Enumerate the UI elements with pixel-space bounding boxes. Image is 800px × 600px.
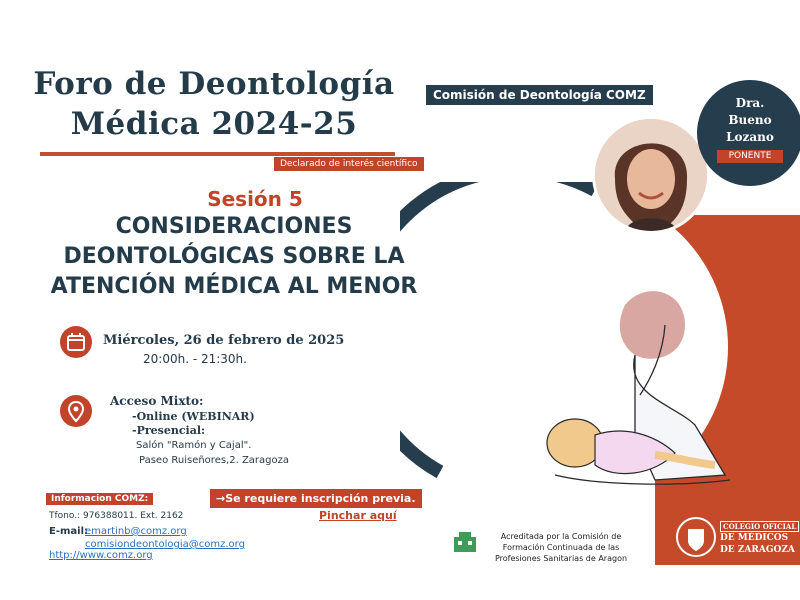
speaker-line-3: Lozano (726, 130, 774, 144)
doctor-child-illustration (535, 285, 735, 495)
title-line-2: Médica 2024-25 (70, 106, 358, 142)
contact-phone: Tfono.: 976388011. Ext. 2162 (49, 511, 184, 521)
website-link[interactable]: http://www.comz.org (49, 550, 153, 561)
declared-badge: Declarado de interés científico (274, 157, 424, 171)
title-line-1: Foro de Deontología (33, 66, 395, 102)
access-presencial: -Presencial: (132, 424, 206, 437)
event-title (24, 64, 404, 144)
registration-notice: →Se requiere inscripción previa. (210, 489, 422, 508)
college-logo (720, 521, 799, 556)
email-link-1[interactable]: emartinb@comz.org (85, 526, 187, 537)
college-line-3: DE ZARAGOZA (720, 545, 795, 555)
registration-link[interactable]: Pinchar aquí (319, 509, 397, 522)
college-line-1: COLEGIO OFICIAL (720, 521, 799, 532)
calendar-icon (60, 326, 92, 358)
commission-badge: Comisión de Deontología COMZ (426, 85, 653, 105)
speaker-role: PONENTE (717, 150, 783, 163)
session-number: Sesión 5 (207, 187, 303, 211)
email-label: E-mail: (49, 526, 89, 537)
speaker-line-2: Bueno (728, 113, 772, 127)
accreditation-icon (453, 531, 477, 557)
access-label: Acceso Mixto: (110, 394, 204, 408)
venue-address: Paseo Ruiseñores,2. Zaragoza (139, 455, 290, 466)
speaker-badge (697, 80, 800, 186)
session-title-line-1: CONSIDERACIONES (115, 214, 353, 239)
session-title (24, 212, 444, 302)
accreditation-text: Acreditada por la Comisión de Formación Continuada de las Profesiones Sanitarias de Aragon (494, 532, 628, 563)
access-online: -Online (WEBINAR) (132, 410, 255, 423)
session-title-line-3: ATENCIÓN MÉDICA AL MENOR (50, 274, 418, 299)
college-seal-icon (676, 515, 716, 563)
venue-hall: Salón "Ramón y Cajal". (136, 440, 252, 451)
event-date: Miércoles, 26 de febrero de 2025 (103, 333, 345, 348)
event-time: 20:00h. - 21:30h. (143, 352, 247, 366)
title-divider (40, 152, 395, 156)
college-line-2: DE MÉDICOS (720, 533, 789, 543)
speaker-portrait (592, 116, 710, 234)
email-link-2[interactable]: comisiondeontologia@comz.org (85, 539, 245, 550)
speaker-line-1: Dra. (735, 96, 765, 110)
info-label: Informacion COMZ: (46, 493, 153, 505)
location-pin-icon (60, 395, 92, 427)
session-title-line-2: DEONTOLÓGICAS SOBRE LA (63, 244, 405, 269)
